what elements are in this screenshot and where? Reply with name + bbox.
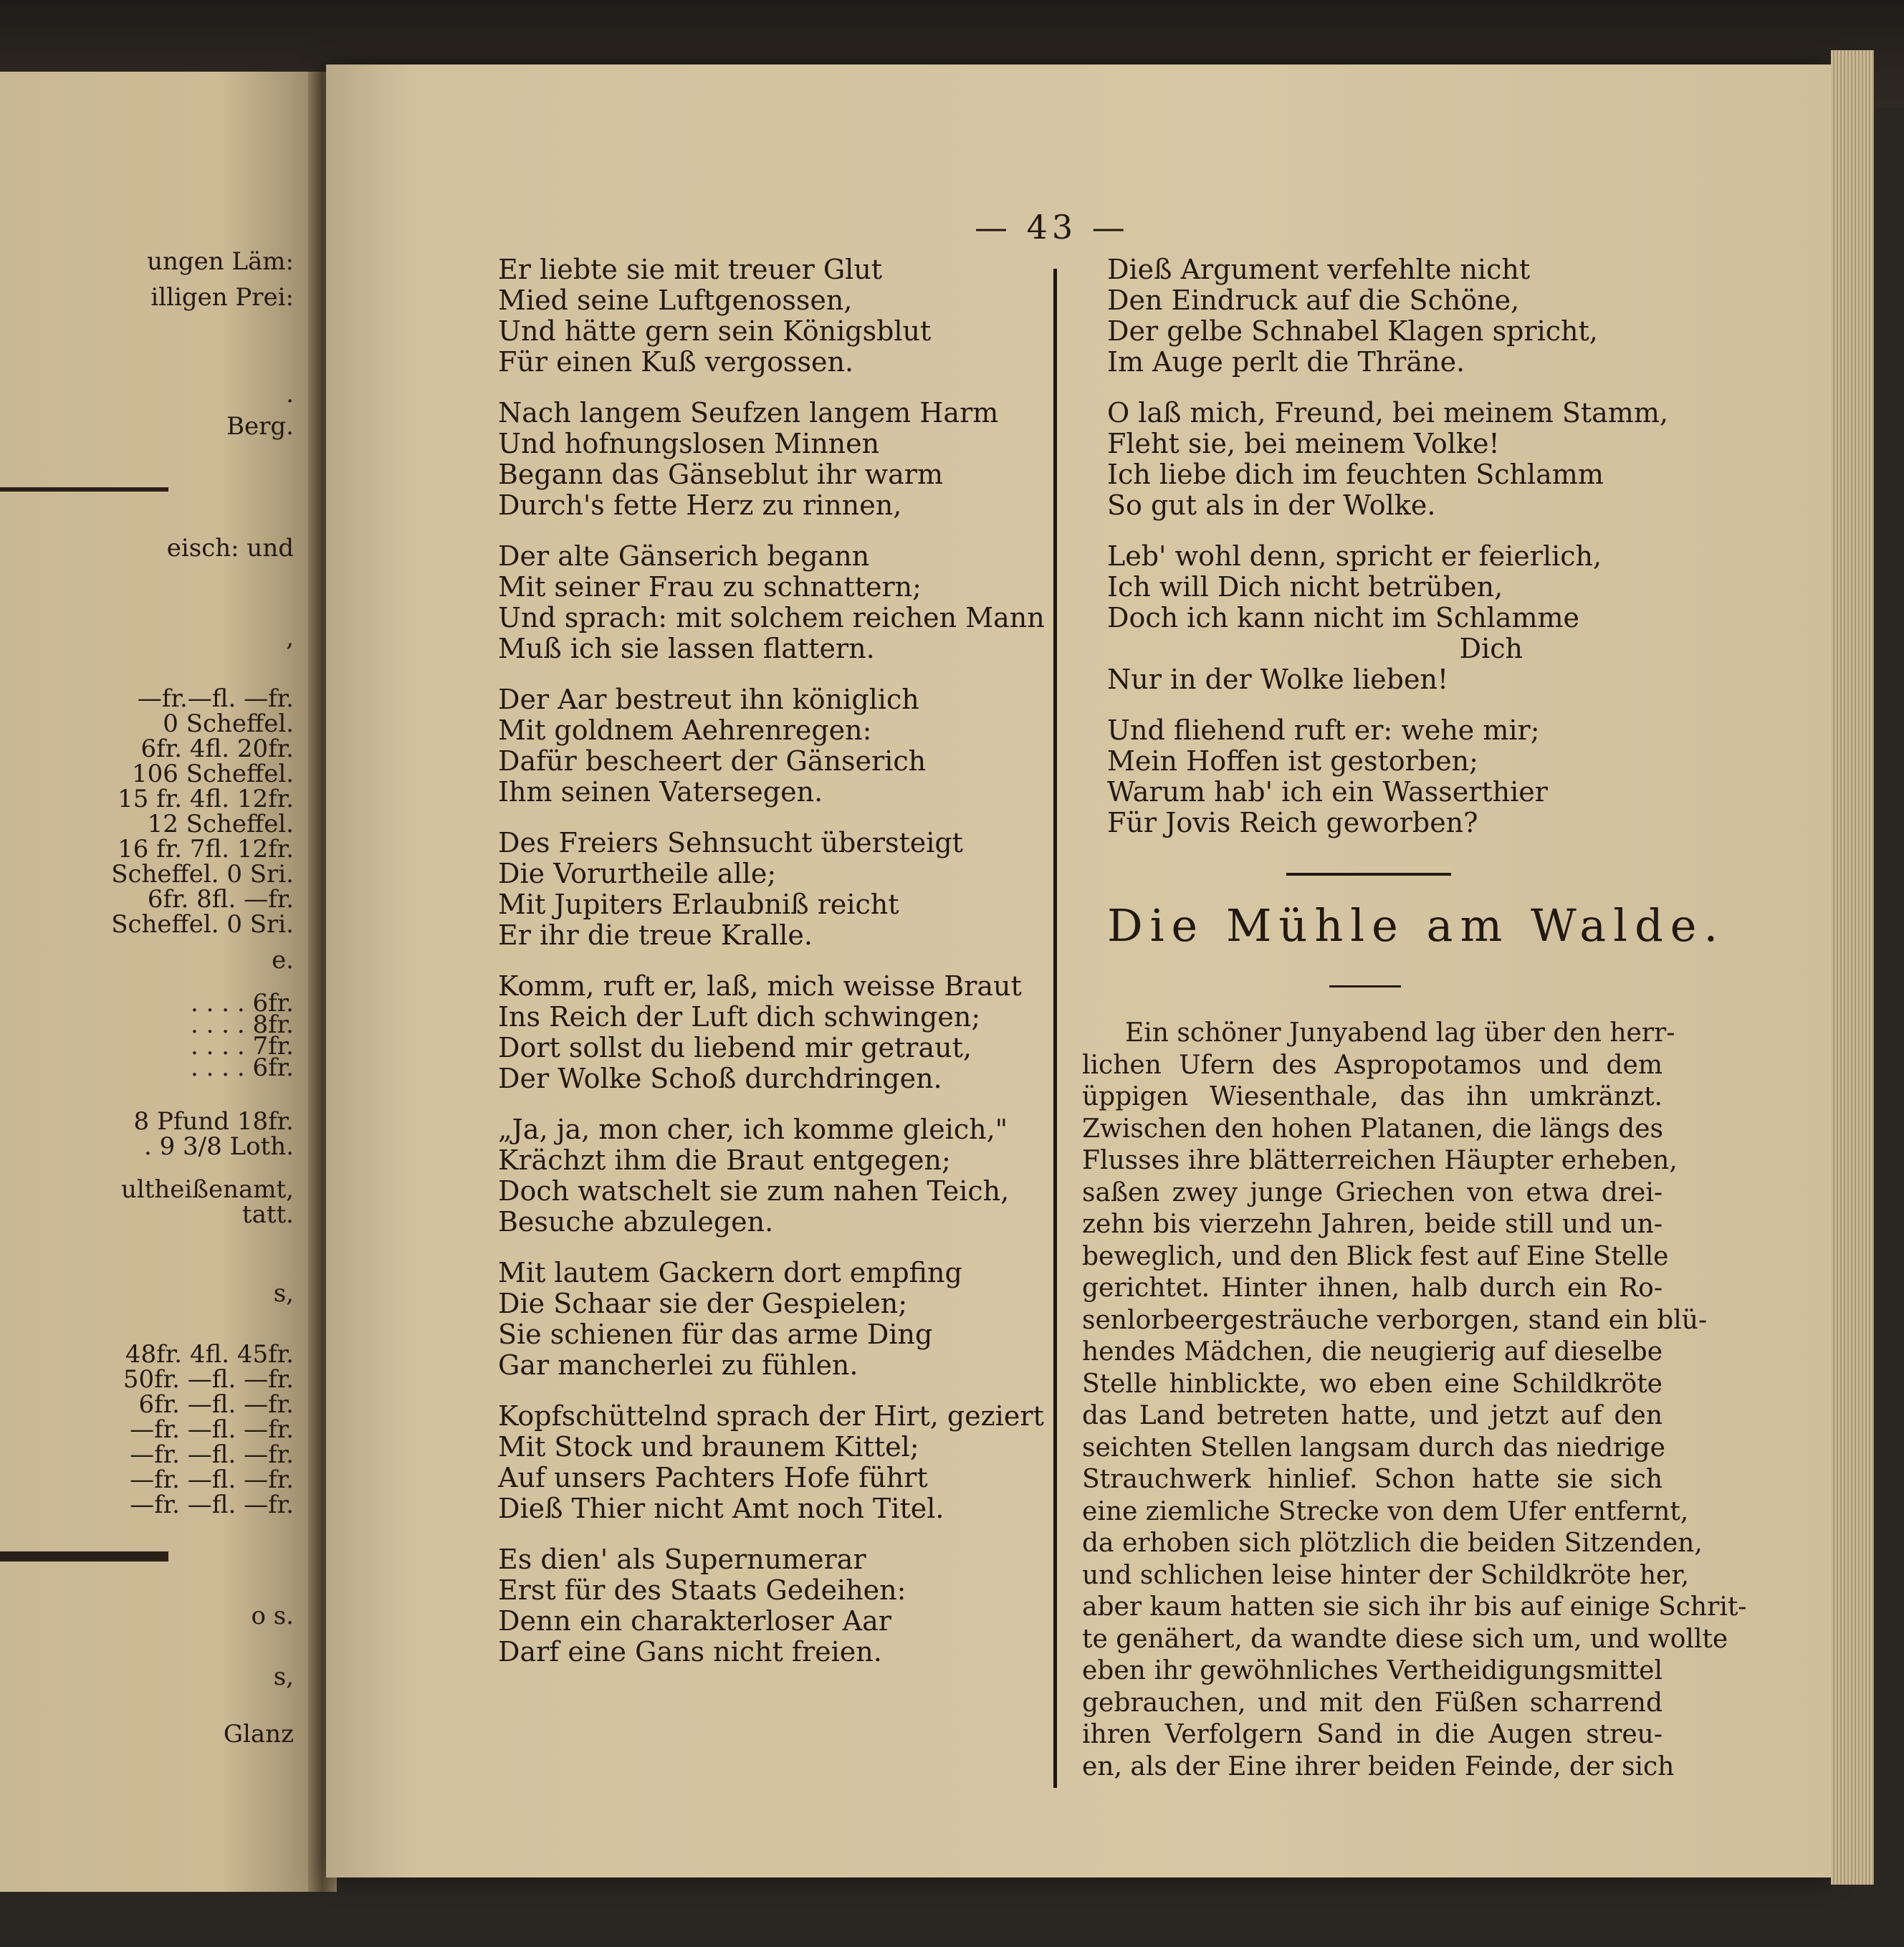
left-page-line: . . . . 6fr. xyxy=(190,989,294,1018)
left-page-line: , xyxy=(286,623,294,652)
verse-line: Durch's fette Herz zu rinnen, xyxy=(498,489,902,521)
verse-line: Und fliehend ruft er: wehe mir; xyxy=(1107,714,1540,746)
left-page-line: —fr. —fl. —fr. xyxy=(130,1440,294,1469)
verse-line: Mit seiner Frau zu schnattern; xyxy=(498,571,922,603)
verse-line: Besuche abzulegen. xyxy=(498,1206,774,1238)
left-page-line: . xyxy=(286,380,294,408)
verse-line: Und hofnungslosen Minnen xyxy=(498,428,880,459)
verse-line: Der gelbe Schnabel Klagen spricht, xyxy=(1107,315,1598,347)
verse-line: Darf eine Gans nicht freien. xyxy=(498,1636,882,1668)
verse-line: Muß ich sie lassen flattern. xyxy=(498,633,875,664)
left-page-line: ultheißenamt, xyxy=(120,1175,294,1204)
left-page-line: s, xyxy=(273,1663,294,1691)
left-page-line: . . . . 7fr. xyxy=(190,1032,294,1061)
verse-line: Gar mancherlei zu fühlen. xyxy=(498,1349,858,1381)
prose-line: das Land betreten hatte, und jetzt auf den xyxy=(1082,1401,1663,1430)
left-page-line: —fr. —fl. —fr. xyxy=(130,1491,294,1519)
prose-line: Ein schöner Junyabend lag über den herr- xyxy=(1125,1018,1675,1048)
verse-line: Warum hab' ich ein Wasserthier xyxy=(1107,776,1548,808)
prose-line: gebrauchen, und mit den Füßen scharrend xyxy=(1082,1688,1663,1718)
prose-line: hendes Mädchen, die neugierig auf dieselbe xyxy=(1082,1337,1663,1367)
stanza xyxy=(1107,254,1824,378)
verse-line: Es dien' als Supernumerar xyxy=(498,1544,866,1575)
left-page-line: 16 fr. 7fl. 12fr. xyxy=(118,835,294,864)
verse-line: Der alte Gänserich begann xyxy=(498,540,870,572)
verse-line: Komm, ruft er, laß, mich weisse Braut xyxy=(498,970,1022,1002)
section-heading: Die Mühle am Walde. xyxy=(1107,899,1726,952)
left-page-line: 8 Pfund 18fr. xyxy=(133,1107,294,1136)
verse-line: Die Vorurtheile alle; xyxy=(498,858,777,889)
prose-line: üppigen Wiesenthale, das ihn umkränzt. xyxy=(1082,1082,1663,1111)
left-page-rule xyxy=(0,487,168,492)
stanza xyxy=(498,971,1043,1094)
prose-line: und schlichen leise hinter der Schildkröte her, xyxy=(1082,1560,1690,1590)
prose-line: Flusses ihre blätterreichen Häupter erheben, xyxy=(1082,1146,1678,1175)
verse-line: Erst für des Staats Gedeihen: xyxy=(498,1574,906,1606)
stanza xyxy=(498,828,1043,951)
prose-line: eben ihr gewöhnliches Vertheidigungsmittel xyxy=(1082,1656,1663,1685)
prose-paragraph xyxy=(1082,1018,1747,1783)
left-page-line: 0 Scheffel. xyxy=(163,709,294,738)
left-page-line: —fr.—fl. —fr. xyxy=(137,684,294,713)
verse-line: Dieß Argument verfehlte nicht xyxy=(1107,254,1531,285)
stanza xyxy=(498,1258,1043,1381)
verse-line: Der Wolke Schoß durchdringen. xyxy=(498,1063,942,1094)
verse-line: Kopfschüttelnd sprach der Hirt, geziert xyxy=(498,1400,1044,1432)
left-page-line: . 9 3/8 Loth. xyxy=(144,1132,294,1161)
verse-line: Mit Stock und braunem Kittel; xyxy=(498,1431,919,1463)
stanza xyxy=(1107,541,1824,695)
left-page-line: 48fr. 4fl. 45fr. xyxy=(125,1340,294,1369)
prose-line: Stelle hinblickte, wo eben eine Schildkröte xyxy=(1082,1369,1663,1399)
left-page-line: 12 Scheffel. xyxy=(147,810,294,838)
verse-line: Nach langem Seufzen langem Harm xyxy=(498,397,999,429)
verse-line: Mit goldnem Aehrenregen: xyxy=(498,714,872,746)
verse-line: Des Freiers Sehnsucht übersteigt xyxy=(498,827,963,858)
verse-line: Mit lautem Gackern dort empfing xyxy=(498,1257,962,1288)
left-page-line: . . . . 6fr. xyxy=(190,1053,294,1082)
verse-line: Und sprach: mit solchem reichen Mann xyxy=(498,602,1045,633)
prose-line: Strauchwerk hinlief. Schon hatte sie sich xyxy=(1082,1465,1663,1494)
prose-line: beweglich, und den Blick fest auf Eine Stelle xyxy=(1082,1241,1669,1271)
verse-line: Denn ein charakterloser Aar xyxy=(498,1605,891,1637)
left-page-line: 50fr. —fl. —fr. xyxy=(123,1365,294,1394)
prose-line: zehn bis vierzehn Jahren, beide still und un- xyxy=(1082,1210,1663,1239)
verse-line: Krächzt ihm die Braut entgegen; xyxy=(498,1144,951,1176)
prose-line: da erhoben sich plötzlich die beiden Sitzenden, xyxy=(1082,1529,1703,1558)
stanza xyxy=(1107,398,1824,521)
prose-line: te genähert, da wandte diese sich um, und wollte xyxy=(1082,1624,1728,1654)
left-page-line: 15 fr. 4fl. 12fr. xyxy=(118,785,294,813)
verse-line: Der Aar bestreut ihn königlich xyxy=(498,684,919,715)
verse-line: Er ihr die treue Kralle. xyxy=(498,919,813,951)
prose-line: saßen zwey junge Griechen von etwa drei- xyxy=(1082,1177,1663,1207)
left-page xyxy=(0,72,315,1892)
section-rule xyxy=(1286,873,1451,876)
prose-line: aber kaum hatten sie sich ihr bis auf einige Schrit- xyxy=(1082,1592,1747,1622)
verse-line: Dich xyxy=(1459,633,1523,664)
verse-line: Begann das Gänseblut ihr warm xyxy=(498,459,944,490)
verse-line: So gut als in der Wolke. xyxy=(1107,489,1436,521)
verse-line: Die Schaar sie der Gespielen; xyxy=(498,1288,908,1319)
verse-line: Dafür bescheert der Gänserich xyxy=(498,745,927,777)
prose-line: Zwischen den hohen Platanen, die längs des xyxy=(1082,1114,1664,1144)
verse-line: Den Eindruck auf die Schöne, xyxy=(1107,284,1520,316)
verse-line: Ich will Dich nicht betrüben, xyxy=(1107,571,1503,603)
left-page-line: Scheffel. 0 Sri. xyxy=(111,910,294,939)
left-page-line: —fr. —fl. —fr. xyxy=(130,1415,294,1444)
left-page-line: e. xyxy=(272,946,294,975)
left-page-line: 6fr. —fl. —fr. xyxy=(138,1390,294,1419)
verse-line: Er liebte sie mit treuer Glut xyxy=(498,254,883,285)
verse-line: Im Auge perlt die Thräne. xyxy=(1107,346,1465,378)
prose-line: eine ziemliche Strecke von dem Ufer entfernt, xyxy=(1082,1496,1689,1526)
stanza xyxy=(498,398,1043,521)
prose-line: senlorbeergesträuche verborgen, stand ein blü- xyxy=(1082,1305,1708,1335)
verse-line: Mit Jupiters Erlaubniß reicht xyxy=(498,889,899,920)
verse-line: Für einen Kuß vergossen. xyxy=(498,346,854,378)
prose-line: gerichtet. Hinter ihnen, halb durch ein Ro- xyxy=(1082,1273,1663,1303)
poem-column-right xyxy=(1107,254,1824,858)
stanza xyxy=(498,684,1043,808)
verse-line: Mein Hoffen ist gestorben; xyxy=(1107,745,1478,777)
left-page-line: illigen Prei: xyxy=(150,283,294,312)
poem-column-left xyxy=(498,254,1043,1688)
prose-line: ihren Verfolgern Sand in die Augen streu- xyxy=(1082,1720,1663,1749)
stanza xyxy=(498,1114,1043,1238)
verse-line: O laß mich, Freund, bei meinem Stamm, xyxy=(1107,397,1668,429)
left-page-rule-thick xyxy=(0,1551,168,1561)
stanza xyxy=(498,541,1043,664)
verse-line: Doch watschelt sie zum nahen Teich, xyxy=(498,1175,1010,1207)
verse-line: Leb' wohl denn, spricht er feierlich, xyxy=(1107,540,1602,572)
verse-line: Auf unsers Pachters Hofe führt xyxy=(498,1462,928,1493)
prose-line: seichten Stellen langsam durch das niedrige xyxy=(1082,1432,1665,1463)
verse-line: Und hätte gern sein Königsblut xyxy=(498,315,932,347)
left-page-line: Scheffel. 0 Sri. xyxy=(111,860,294,889)
heading-rule xyxy=(1329,985,1401,987)
verse-line: Dort sollst du liebend mir getraut, xyxy=(498,1032,972,1063)
verse-line: Mied seine Luftgenossen, xyxy=(498,284,853,316)
stanza xyxy=(498,1401,1043,1524)
stanza xyxy=(498,1544,1043,1668)
verse-line: Ins Reich der Luft dich schwingen; xyxy=(498,1001,981,1033)
verse-line: „Ja, ja, mon cher, ich komme gleich," xyxy=(498,1114,1008,1145)
left-page-line: o s. xyxy=(251,1602,294,1630)
verse-line: Ich liebe dich im feuchten Schlamm xyxy=(1107,459,1604,490)
left-page-line: eisch: und xyxy=(166,534,294,563)
verse-line: Fleht sie, bei meinem Volke! xyxy=(1107,428,1500,459)
left-page-line: —fr. —fl. —fr. xyxy=(130,1465,294,1494)
verse-line: Doch ich kann nicht im Schlamme xyxy=(1107,602,1580,633)
left-page-line: 6fr. 4fl. 20fr. xyxy=(140,735,294,763)
left-page-line: ungen Läm: xyxy=(147,247,294,276)
verse-line: Für Jovis Reich geworben? xyxy=(1107,807,1478,838)
left-page-line: 6fr. 8fl. —fr. xyxy=(147,885,294,914)
page-number: — 43 — xyxy=(975,208,1129,247)
verse-line: Nur in der Wolke lieben! xyxy=(1107,664,1449,695)
left-page-line: . . . . 8fr. xyxy=(190,1010,294,1039)
column-divider xyxy=(1053,269,1057,1788)
verse-line: Ihm seinen Vatersegen. xyxy=(498,776,823,808)
verse-line: Sie schienen für das arme Ding xyxy=(498,1319,933,1350)
page-edges xyxy=(1831,50,1874,1885)
stanza xyxy=(1107,715,1824,838)
prose-line: en, als der Eine ihrer beiden Feinde, der sich xyxy=(1082,1751,1675,1781)
left-page-line: 106 Scheffel. xyxy=(131,760,294,788)
left-page-line: Glanz xyxy=(223,1720,294,1749)
verse-line: Dieß Thier nicht Amt noch Titel. xyxy=(498,1493,944,1524)
left-page-line: tatt. xyxy=(241,1200,294,1229)
prose-line: lichen Ufern des Aspropotamos und dem xyxy=(1082,1050,1663,1080)
left-page-line: Berg. xyxy=(226,412,294,441)
left-page-line: s, xyxy=(273,1279,294,1308)
stanza xyxy=(498,254,1043,378)
